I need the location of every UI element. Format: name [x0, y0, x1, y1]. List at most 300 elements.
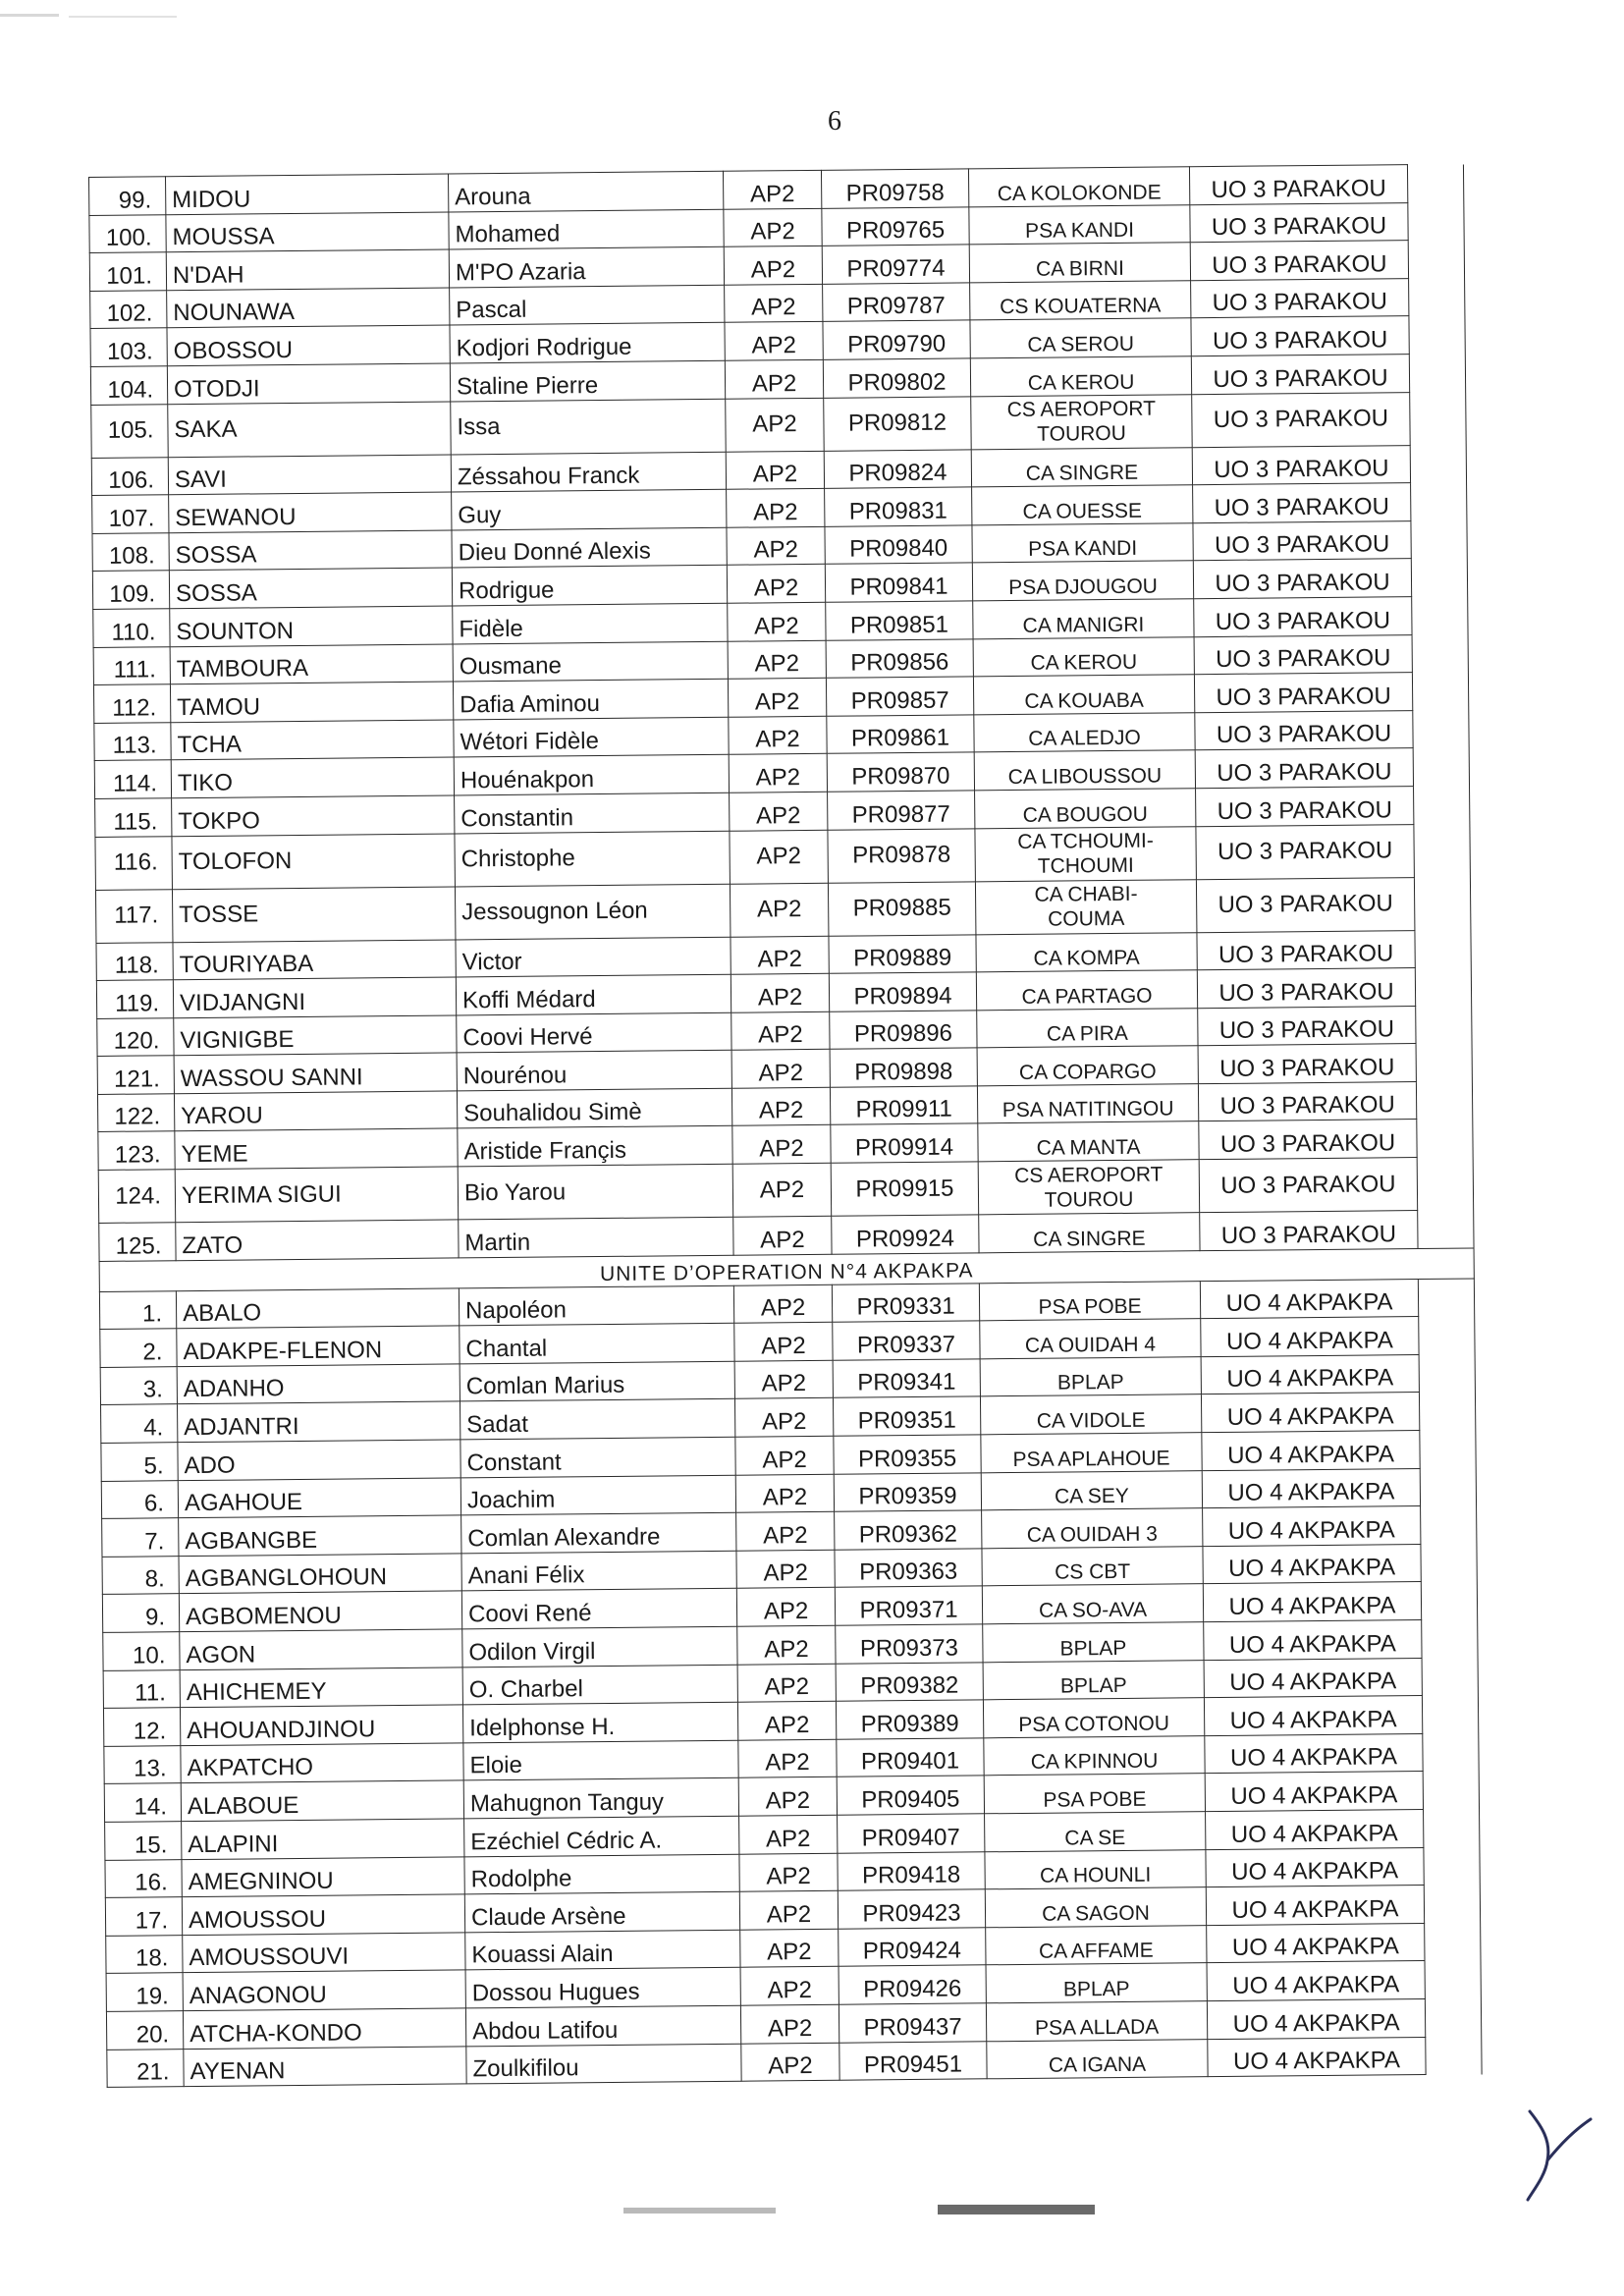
- grade-cell: AP2: [732, 1163, 832, 1217]
- unite-line: CA OUESSE: [1022, 499, 1143, 523]
- personnel-table: [88, 164, 1483, 2088]
- unite-line: CA SINGRE: [1033, 1227, 1146, 1251]
- prenoms-cell: Kouassi Alain: [465, 1930, 740, 1970]
- unite-cell: [982, 1508, 1203, 1549]
- grade-cell: AP2: [729, 754, 827, 793]
- nom-cell: MIDOU: [166, 174, 449, 214]
- prenoms-cell: Bio Yarou: [458, 1164, 733, 1220]
- uo-cell: UO 3 PARAKOU: [1194, 673, 1412, 713]
- nom-cell: ALAPINI: [182, 1819, 464, 1859]
- unite-line: CA LIBOUSSOU: [1007, 764, 1163, 789]
- matricule-cell: PR09423: [838, 1889, 985, 1929]
- nom-cell: N'DAH: [166, 249, 449, 290]
- matricule-cell: PR09924: [832, 1215, 979, 1254]
- unite-cell: [984, 1774, 1205, 1814]
- unite-line: PSA POBE: [1038, 1295, 1142, 1320]
- uo-cell: UO 3 PARAKOU: [1193, 483, 1411, 523]
- uo-cell: UO 3 PARAKOU: [1191, 278, 1409, 318]
- prenoms-cell: Joachim: [460, 1475, 735, 1515]
- prenoms-cell: Staline Pierre: [450, 360, 725, 401]
- prenoms-cell: Pascal: [450, 285, 725, 325]
- matricule-cell: PR09373: [836, 1624, 983, 1664]
- uo-cell: UO 4 AKPAKPA: [1202, 1468, 1420, 1508]
- nom-cell: TIKO: [171, 757, 454, 797]
- unite-cell: [975, 789, 1196, 829]
- nom-cell: AGAHOUE: [178, 1478, 460, 1518]
- blank-cell: [1411, 520, 1467, 559]
- matricule-cell: PR09831: [825, 487, 972, 526]
- matricule-cell: PR09389: [836, 1700, 983, 1739]
- blank-cell: [1416, 1043, 1472, 1081]
- matricule-cell: PR09362: [835, 1510, 982, 1550]
- unite-cell: [968, 167, 1189, 207]
- nom-cell: AGON: [180, 1629, 462, 1669]
- nom-cell: SOSSA: [169, 530, 452, 571]
- grade-cell: AP2: [726, 398, 825, 452]
- matricule-cell: PR09371: [835, 1586, 982, 1625]
- unite-line: CA PIRA: [1046, 1022, 1128, 1046]
- unite-line: TCHOUMI: [1037, 853, 1134, 878]
- matricule-cell: PR09424: [839, 1928, 986, 1967]
- unite-line: CA SINGRE: [1025, 461, 1139, 486]
- row-number-cell: 125.: [99, 1223, 176, 1261]
- blank-cell: [1421, 1544, 1477, 1582]
- nom-cell: NOUNAWA: [167, 288, 450, 328]
- unite-line: CA OUIDAH 4: [1024, 1333, 1157, 1357]
- grade-cell: AP2: [734, 1323, 833, 1362]
- row-number-cell: 100.: [89, 214, 166, 252]
- row-number-cell: 109.: [92, 571, 169, 609]
- matricule-cell: PR09911: [830, 1086, 977, 1125]
- matricule-cell: PR09856: [826, 638, 973, 678]
- nom-cell: TAMBOURA: [170, 643, 453, 683]
- blank-cell: [1420, 1430, 1476, 1468]
- unite-line: CA PARTAGO: [1021, 984, 1153, 1009]
- unite-line: CA VIDOLE: [1036, 1408, 1146, 1433]
- unite-cell: [984, 1735, 1205, 1776]
- grade-cell: AP2: [741, 2043, 839, 2082]
- nom-cell: SAKA: [168, 402, 452, 458]
- unite-line: CS CBT: [1055, 1560, 1131, 1585]
- nom-cell: SOUNTON: [170, 606, 453, 646]
- nom-cell: SOSSA: [169, 568, 452, 608]
- matricule-cell: PR09363: [835, 1549, 982, 1588]
- row-number-cell: 15.: [105, 1822, 182, 1860]
- grade-cell: AP2: [725, 284, 823, 323]
- blank-cell: [1422, 1695, 1478, 1733]
- row-number-cell: 21.: [107, 2049, 184, 2087]
- unite-line: CA SEY: [1054, 1485, 1129, 1508]
- unite-cell: [972, 522, 1193, 563]
- matricule-cell: PR09914: [831, 1123, 978, 1163]
- unite-line: CA MANIGRI: [1022, 613, 1145, 637]
- prenoms-cell: Coovi René: [461, 1589, 736, 1629]
- prenoms-cell: Sadat: [460, 1399, 734, 1440]
- row-number-cell: 110.: [93, 609, 170, 647]
- row-number-cell: 10.: [103, 1632, 180, 1670]
- unite-cell: [986, 1925, 1207, 1965]
- uo-cell: UO 4 AKPAKPA: [1208, 2037, 1426, 2077]
- uo-cell: UO 3 PARAKOU: [1193, 520, 1411, 561]
- grade-cell: AP2: [732, 1125, 831, 1165]
- unite-line: CA TCHOUMI-: [1017, 829, 1154, 853]
- row-number-cell: 9.: [102, 1594, 179, 1632]
- grade-cell: AP2: [737, 1625, 836, 1665]
- blank-cell: [1412, 634, 1468, 673]
- grade-cell: AP2: [735, 1436, 834, 1475]
- prenoms-cell: Odilon Virgil: [462, 1626, 737, 1667]
- unite-line: CA HOUNLI: [1039, 1863, 1152, 1887]
- prenoms-cell: Chantal: [460, 1323, 734, 1363]
- prenoms-cell: Claude Arsène: [464, 1891, 739, 1932]
- unite-cell: [970, 281, 1191, 321]
- blank-cell: [1416, 1006, 1472, 1044]
- uo-cell: UO 4 AKPAKPA: [1207, 1923, 1425, 1963]
- prenoms-cell: Martin: [459, 1217, 733, 1257]
- unite-line: BPLAP: [1056, 1371, 1124, 1395]
- unite-line: CA AFFAME: [1038, 1940, 1154, 1964]
- nom-cell: AGBANGBE: [179, 1515, 461, 1556]
- nom-cell: MOUSSA: [166, 212, 449, 252]
- uo-cell: UO 4 AKPAKPA: [1201, 1317, 1419, 1357]
- unite-cell: [971, 394, 1193, 449]
- nom-cell: TAMOU: [170, 682, 453, 722]
- matricule-cell: PR09857: [826, 677, 973, 716]
- uo-cell: UO 3 PARAKOU: [1199, 1158, 1418, 1213]
- unite-line: CA KOMPA: [1033, 946, 1140, 970]
- matricule-cell: PR09426: [839, 1965, 986, 2004]
- blank-cell: [1419, 1316, 1475, 1354]
- row-number-cell: 107.: [92, 495, 169, 533]
- prenoms-cell: Ezéchiel Cédric A.: [464, 1816, 739, 1856]
- unite-cell: [985, 1849, 1206, 1889]
- unite-cell: [975, 879, 1197, 934]
- prenoms-cell: Issa: [451, 399, 727, 455]
- unite-line: CA CHABI-: [1034, 882, 1138, 906]
- blank-cell: [1424, 1885, 1480, 1923]
- unite-cell: [970, 356, 1191, 397]
- uo-cell: UO 3 PARAKOU: [1194, 634, 1412, 675]
- matricule-cell: PR09331: [832, 1283, 979, 1322]
- blank-cell: [1414, 824, 1471, 878]
- blank-cell: [1425, 1960, 1481, 1998]
- prenoms-cell: Arouna: [448, 171, 723, 211]
- unite-line: CS AEROPORT: [1006, 397, 1157, 422]
- blank-cell: [1410, 445, 1466, 483]
- grade-cell: AP2: [736, 1588, 835, 1627]
- unite-cell: [978, 1121, 1199, 1162]
- nom-cell: ATCHA-KONDO: [183, 2008, 465, 2049]
- grade-cell: AP2: [731, 936, 829, 975]
- nom-cell: AHOUANDJINOU: [180, 1705, 462, 1745]
- row-number-cell: 108.: [92, 532, 169, 571]
- unite-cell: [986, 2001, 1207, 2042]
- grade-cell: AP2: [739, 1890, 838, 1930]
- blank-cell: [1414, 786, 1470, 824]
- unite-cell: [982, 1584, 1203, 1624]
- row-number-cell: 16.: [105, 1859, 182, 1897]
- blank-cell: [1422, 1619, 1478, 1658]
- grade-cell: AP2: [738, 1739, 837, 1778]
- matricule-cell: PR09382: [836, 1662, 983, 1701]
- prenoms-cell: Nourénou: [457, 1051, 731, 1091]
- row-number-cell: 114.: [94, 760, 171, 798]
- nom-cell: YAROU: [174, 1091, 457, 1131]
- blank-cell: [1412, 672, 1468, 710]
- row-number-cell: 111.: [93, 646, 170, 684]
- matricule-cell: PR09896: [830, 1011, 977, 1050]
- nom-cell: ADAKPE-FLENON: [177, 1326, 460, 1366]
- grade-cell: AP2: [730, 830, 829, 884]
- unite-line: PSA COTONOU: [1018, 1712, 1170, 1736]
- uo-cell: UO 3 PARAKOU: [1198, 1044, 1416, 1084]
- unite-cell: [983, 1622, 1204, 1663]
- blank-cell: [1408, 240, 1464, 278]
- signature-initial: [1512, 2102, 1600, 2210]
- nom-cell: ANAGONOU: [183, 1970, 465, 2010]
- blank-cell: [1407, 164, 1463, 202]
- unite-line: PSA KANDI: [1025, 218, 1135, 244]
- row-number-cell: 20.: [106, 2011, 183, 2050]
- uo-cell: UO 4 AKPAKPA: [1204, 1696, 1422, 1736]
- row-number-cell: 99.: [89, 177, 166, 215]
- uo-cell: UO 3 PARAKOU: [1195, 710, 1413, 750]
- uo-cell: UO 3 PARAKOU: [1197, 968, 1415, 1009]
- prenoms-cell: Zoulkifilou: [466, 2044, 741, 2084]
- blank-cell: [1418, 1210, 1474, 1248]
- blank-cell: [1424, 1847, 1480, 1886]
- prenoms-cell: Rodrigue: [452, 566, 727, 606]
- grade-cell: AP2: [739, 1815, 838, 1854]
- unite-line: PSA POBE: [1043, 1787, 1147, 1812]
- blank-cell: [1409, 354, 1465, 392]
- matricule-cell: PR09851: [826, 601, 973, 640]
- unite-line: BPLAP: [1059, 1674, 1127, 1698]
- uo-cell: UO 3 PARAKOU: [1191, 316, 1409, 356]
- uo-cell: UO 4 AKPAKPA: [1205, 1733, 1423, 1774]
- blank-cell: [1424, 1809, 1480, 1847]
- row-number-cell: 119.: [96, 980, 173, 1018]
- row-number-cell: 121.: [97, 1056, 174, 1094]
- unite-line: TOUROU: [1037, 421, 1126, 446]
- unite-line: CA SAGON: [1042, 1901, 1150, 1926]
- grade-cell: AP2: [728, 640, 826, 680]
- row-number-cell: 106.: [91, 457, 168, 495]
- row-number-cell: 14.: [104, 1783, 181, 1822]
- uo-cell: UO 3 PARAKOU: [1196, 824, 1415, 879]
- prenoms-cell: Coovi Hervé: [457, 1012, 731, 1053]
- blank-cell: [1417, 1157, 1474, 1211]
- uo-cell: UO 3 PARAKOU: [1192, 445, 1410, 485]
- row-number-cell: 124.: [98, 1170, 176, 1224]
- unite-line: BPLAP: [1059, 1636, 1127, 1661]
- row-number-cell: 4.: [101, 1404, 178, 1443]
- nom-cell: SEWANOU: [169, 492, 452, 532]
- matricule-cell: PR09758: [821, 169, 968, 208]
- prenoms-cell: Guy: [452, 489, 727, 529]
- row-number-cell: 18.: [106, 1935, 183, 1973]
- blank-cell: [1413, 710, 1469, 748]
- unite-cell: [977, 1084, 1198, 1124]
- uo-cell: UO 3 PARAKOU: [1192, 392, 1411, 447]
- unite-cell: [976, 970, 1197, 1011]
- row-number-cell: 12.: [103, 1708, 180, 1746]
- row-number-cell: 116.: [95, 836, 173, 890]
- matricule-cell: PR09418: [838, 1851, 985, 1890]
- nom-cell: AKPATCHO: [181, 1743, 463, 1783]
- matricule-cell: PR09861: [827, 715, 974, 754]
- footer-bar-dark: [938, 2205, 1095, 2214]
- matricule-cell: PR09351: [833, 1396, 980, 1436]
- blank-cell: [1426, 2036, 1482, 2074]
- grade-cell: AP2: [725, 359, 823, 399]
- unite-cell: [980, 1394, 1201, 1435]
- prenoms-cell: Abdou Latifou: [465, 2005, 740, 2046]
- unite-line: CA MANTA: [1036, 1135, 1141, 1160]
- unite-line: PSA APLAHOUE: [1012, 1447, 1170, 1471]
- prenoms-cell: Jessougnon Léon: [455, 884, 731, 940]
- nom-cell: TCHA: [171, 720, 454, 760]
- prenoms-cell: Zéssahou Franck: [451, 452, 726, 492]
- grade-cell: AP2: [728, 678, 826, 717]
- grade-cell: AP2: [731, 1050, 830, 1089]
- matricule-cell: PR09877: [828, 791, 975, 830]
- nom-cell: ALABOUE: [181, 1780, 463, 1821]
- unite-cell: [972, 485, 1193, 525]
- unite-line: CA BOUGOU: [1022, 802, 1148, 827]
- row-number-cell: 120.: [97, 1017, 174, 1056]
- blank-cell: [1410, 392, 1467, 446]
- blank-cell: [1425, 1923, 1481, 1961]
- unite-cell: [981, 1470, 1202, 1510]
- nom-cell: YEME: [175, 1128, 458, 1169]
- prenoms-cell: Mahugnon Tanguy: [463, 1778, 738, 1819]
- blank-cell: [1418, 1279, 1474, 1317]
- unite-cell: [983, 1698, 1204, 1738]
- prenoms-cell: Constant: [460, 1437, 735, 1477]
- unite-line: BPLAP: [1062, 1977, 1130, 2001]
- footer-scan-bar: [623, 2205, 1095, 2214]
- nom-cell: WASSOU SANNI: [174, 1053, 457, 1093]
- grade-cell: AP2: [726, 451, 824, 490]
- unite-cell: [978, 1160, 1200, 1215]
- prenoms-cell: Ousmane: [453, 641, 728, 682]
- row-number-cell: 105.: [91, 404, 169, 458]
- prenoms-cell: Souhalidou Simè: [457, 1088, 731, 1128]
- row-number-cell: 7.: [102, 1518, 179, 1557]
- matricule-cell: PR09787: [823, 283, 970, 322]
- grade-cell: AP2: [731, 973, 829, 1012]
- unite-cell: [976, 932, 1197, 972]
- blank-cell: [1419, 1392, 1475, 1430]
- prenoms-cell: Fidèle: [453, 603, 728, 643]
- grade-cell: AP2: [736, 1550, 835, 1589]
- unite-line: PSA DJOUGOU: [1008, 574, 1159, 599]
- grade-cell: AP2: [733, 1285, 832, 1324]
- row-number-cell: 8.: [102, 1556, 179, 1594]
- unite-cell: [979, 1213, 1200, 1253]
- row-number-cell: 6.: [101, 1480, 178, 1518]
- matricule-cell: PR09898: [830, 1048, 977, 1087]
- uo-cell: UO 3 PARAKOU: [1193, 559, 1411, 599]
- matricule-cell: PR09401: [837, 1738, 984, 1777]
- nom-cell: ADJANTRI: [178, 1401, 460, 1442]
- row-number-cell: 11.: [103, 1669, 180, 1708]
- nom-cell: OTODJI: [167, 363, 450, 404]
- prenoms-cell: Constantin: [455, 793, 730, 833]
- blank-cell: [1409, 315, 1465, 354]
- row-number-cell: 5.: [101, 1443, 178, 1481]
- blank-cell: [1417, 1119, 1473, 1157]
- blank-cell: [1415, 930, 1471, 968]
- matricule-cell: PR09894: [829, 972, 976, 1011]
- blank-cell: [1422, 1658, 1478, 1696]
- nom-cell: ABALO: [176, 1288, 459, 1329]
- matricule-cell: PR09355: [834, 1435, 981, 1474]
- unite-cell: [985, 1812, 1206, 1852]
- blank-cell: [1419, 1354, 1475, 1393]
- scan-edge-marks: [0, 8, 196, 37]
- prenoms-cell: Rodolphe: [464, 1854, 739, 1894]
- uo-cell: UO 3 PARAKOU: [1199, 1120, 1417, 1160]
- matricule-cell: PR09407: [838, 1814, 985, 1853]
- grade-cell: AP2: [727, 526, 825, 566]
- nom-cell: AHICHEMEY: [180, 1667, 462, 1708]
- grade-cell: AP2: [728, 602, 826, 641]
- uo-cell: UO 3 PARAKOU: [1195, 748, 1413, 789]
- blank-cell: [1408, 202, 1464, 241]
- prenoms-cell: Comlan Marius: [460, 1361, 734, 1401]
- nom-cell: AMEGNINOU: [182, 1856, 464, 1896]
- matricule-cell: PR09870: [827, 752, 974, 792]
- uo-cell: UO 4 AKPAKPA: [1203, 1582, 1421, 1622]
- prenoms-cell: Christophe: [455, 831, 731, 887]
- uo-cell: UO 4 AKPAKPA: [1207, 1961, 1425, 2001]
- row-number-cell: 117.: [95, 889, 173, 943]
- unite-cell: [985, 1887, 1206, 1928]
- unite-line: CA BIRNI: [1035, 256, 1124, 281]
- nom-cell: ZATO: [176, 1220, 459, 1260]
- nom-cell: VIDJANGNI: [173, 977, 456, 1017]
- nom-cell: SAVI: [168, 455, 451, 495]
- uo-cell: UO 4 AKPAKPA: [1204, 1658, 1422, 1698]
- row-number-cell: 101.: [89, 252, 166, 291]
- uo-cell: UO 4 AKPAKPA: [1202, 1431, 1420, 1471]
- prenoms-cell: Aristide Françis: [458, 1126, 732, 1167]
- grade-cell: AP2: [723, 170, 821, 209]
- blank-cell: [1411, 558, 1467, 596]
- unite-line: CA SE: [1064, 1826, 1126, 1850]
- unite-cell: [971, 447, 1192, 487]
- uo-cell: UO 3 PARAKOU: [1190, 241, 1408, 281]
- nom-cell: TOLOFON: [172, 833, 456, 889]
- grade-cell: AP2: [731, 1011, 830, 1051]
- prenoms-cell: Wétori Fidèle: [454, 717, 729, 757]
- unite-line: CA KEROU: [1027, 370, 1135, 395]
- uo-cell: UO 3 PARAKOU: [1194, 597, 1412, 637]
- blank-cell: [1409, 278, 1465, 316]
- unite-line: CA COPARGO: [1018, 1060, 1157, 1084]
- uo-cell: UO 4 AKPAKPA: [1205, 1772, 1423, 1812]
- unite-cell: [974, 712, 1195, 752]
- prenoms-cell: Mohamed: [449, 209, 724, 249]
- prenoms-cell: Anani Félix: [461, 1551, 736, 1591]
- matricule-cell: PR09812: [824, 396, 972, 450]
- uo-cell: UO 4 AKPAKPA: [1204, 1620, 1422, 1661]
- blank-cell: [1425, 1998, 1481, 2037]
- matricule-cell: PR09840: [825, 525, 972, 565]
- nom-cell: AGBANGLOHOUN: [179, 1554, 461, 1594]
